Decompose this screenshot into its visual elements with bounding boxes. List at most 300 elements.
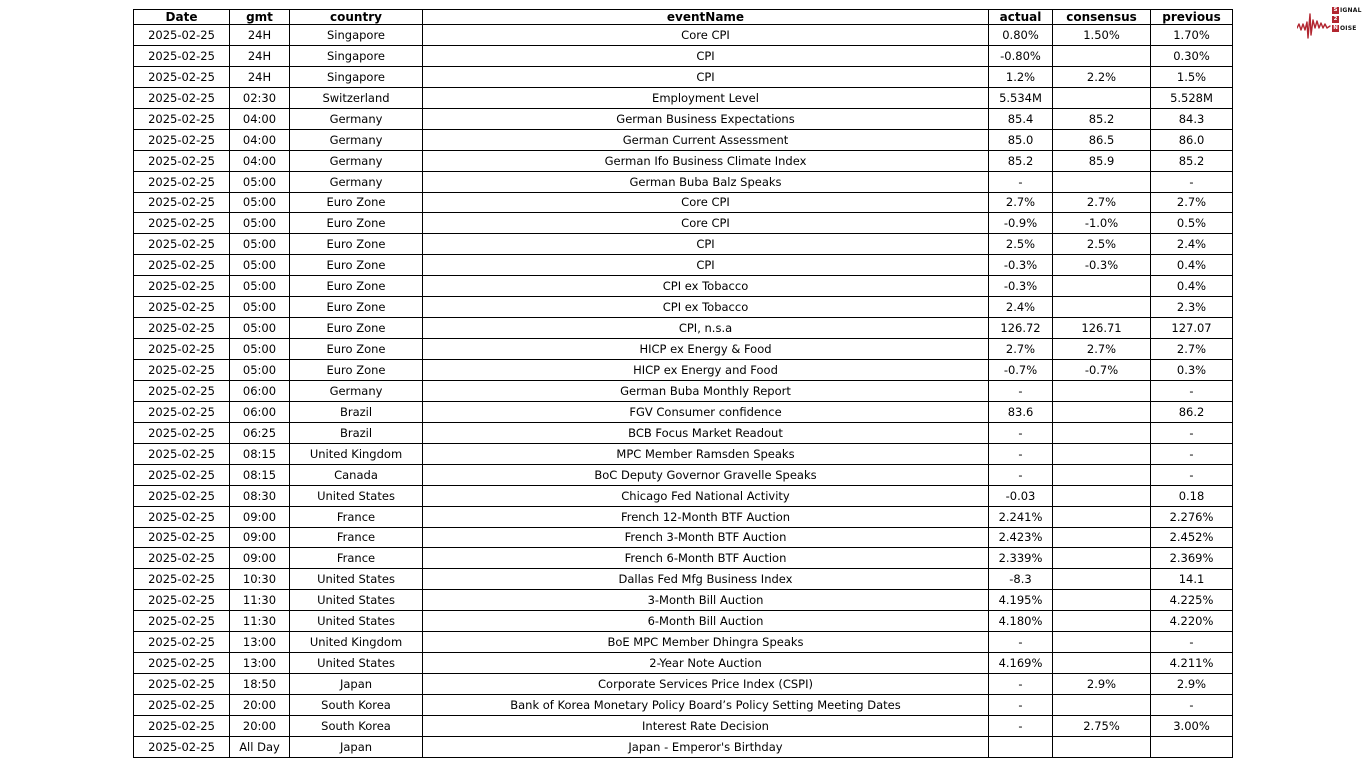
- table-row: [134, 255, 1233, 276]
- table-cell: FGV Consumer confidence: [423, 401, 989, 422]
- table-row: [134, 422, 1233, 443]
- table-row: [134, 443, 1233, 464]
- table-row: [134, 192, 1233, 213]
- table-cell: France: [290, 527, 423, 548]
- table-cell: -: [989, 171, 1053, 192]
- table-cell: 20:00: [230, 695, 290, 716]
- header-cell-eventname: eventName: [423, 10, 989, 25]
- table-cell: 3-Month Bill Auction: [423, 590, 989, 611]
- table-cell: Canada: [290, 464, 423, 485]
- table-cell: -0.80%: [989, 45, 1053, 66]
- table-cell: [1053, 527, 1151, 548]
- table-cell: United Kingdom: [290, 443, 423, 464]
- table-cell: [1053, 45, 1151, 66]
- table-cell: [1053, 506, 1151, 527]
- table-cell: 2025-02-25: [134, 171, 230, 192]
- table-cell: 85.4: [989, 108, 1053, 129]
- table-cell: 2025-02-25: [134, 506, 230, 527]
- logo-line-2: [1332, 15, 1362, 23]
- table-cell: 2.7%: [989, 339, 1053, 360]
- table-cell: 2.339%: [989, 548, 1053, 569]
- table-cell: -: [989, 695, 1053, 716]
- table-cell: 2025-02-25: [134, 569, 230, 590]
- table-cell: -0.03: [989, 485, 1053, 506]
- table-cell: 2.241%: [989, 506, 1053, 527]
- table-cell: 3.00%: [1151, 715, 1233, 736]
- table-cell: 06:25: [230, 422, 290, 443]
- table-row: [134, 674, 1233, 695]
- table-row: [134, 25, 1233, 46]
- table-cell: United States: [290, 569, 423, 590]
- table-cell: German Ifo Business Climate Index: [423, 150, 989, 171]
- table-row: [134, 548, 1233, 569]
- table-cell: [1053, 695, 1151, 716]
- table-cell: 11:30: [230, 611, 290, 632]
- table-cell: Euro Zone: [290, 318, 423, 339]
- table-cell: -0.3%: [989, 276, 1053, 297]
- table-row: [134, 653, 1233, 674]
- table-cell: CPI: [423, 234, 989, 255]
- table-cell: -: [989, 443, 1053, 464]
- table-cell: 2.4%: [989, 297, 1053, 318]
- table-cell: 2.5%: [989, 234, 1053, 255]
- table-cell: 09:00: [230, 527, 290, 548]
- table-cell: 05:00: [230, 234, 290, 255]
- table-cell: 85.2: [1151, 150, 1233, 171]
- table-cell: 2.7%: [989, 192, 1053, 213]
- table-row: [134, 297, 1233, 318]
- table-cell: Euro Zone: [290, 339, 423, 360]
- table-row: [134, 569, 1233, 590]
- table-cell: 2.9%: [1151, 674, 1233, 695]
- header-cell-gmt: gmt: [230, 10, 290, 25]
- table-body: [134, 25, 1233, 758]
- table-row: [134, 45, 1233, 66]
- table-cell: 1.50%: [1053, 25, 1151, 46]
- table-cell: 2.7%: [1151, 339, 1233, 360]
- table-row: [134, 401, 1233, 422]
- table-cell: 1.5%: [1151, 66, 1233, 87]
- table-cell: 2025-02-25: [134, 611, 230, 632]
- table-cell: United States: [290, 590, 423, 611]
- table-cell: 2.2%: [1053, 66, 1151, 87]
- table-cell: 2025-02-25: [134, 318, 230, 339]
- table-cell: [1053, 443, 1151, 464]
- table-cell: 2.452%: [1151, 527, 1233, 548]
- table-cell: 2025-02-25: [134, 339, 230, 360]
- table-cell: CPI, n.s.a: [423, 318, 989, 339]
- table-cell: Japan: [290, 674, 423, 695]
- table-cell: 05:00: [230, 297, 290, 318]
- table-cell: 86.0: [1151, 129, 1233, 150]
- table-cell: 2025-02-25: [134, 276, 230, 297]
- header-row: [134, 10, 1233, 25]
- table-cell: Employment Level: [423, 87, 989, 108]
- table-cell: 2025-02-25: [134, 360, 230, 381]
- table-cell: [1053, 401, 1151, 422]
- table-cell: Germany: [290, 108, 423, 129]
- table-cell: 24H: [230, 66, 290, 87]
- table-row: [134, 276, 1233, 297]
- table-cell: 2025-02-25: [134, 255, 230, 276]
- header-cell-country: country: [290, 10, 423, 25]
- table-cell: 2025-02-25: [134, 213, 230, 234]
- table-cell: 0.5%: [1151, 213, 1233, 234]
- table-cell: 2025-02-25: [134, 485, 230, 506]
- table-cell: Japan - Emperor's Birthday: [423, 736, 989, 757]
- table-row: [134, 506, 1233, 527]
- table-cell: 127.07: [1151, 318, 1233, 339]
- header-cell-consensus: consensus: [1053, 10, 1151, 25]
- table-cell: 2025-02-25: [134, 443, 230, 464]
- header-cell-date: Date: [134, 10, 230, 25]
- table-cell: 2-Year Note Auction: [423, 653, 989, 674]
- table-cell: -: [989, 422, 1053, 443]
- table-row: [134, 611, 1233, 632]
- table-cell: South Korea: [290, 695, 423, 716]
- table-cell: Euro Zone: [290, 276, 423, 297]
- table-cell: 2025-02-25: [134, 45, 230, 66]
- table-cell: BoC Deputy Governor Gravelle Speaks: [423, 464, 989, 485]
- table-cell: Interest Rate Decision: [423, 715, 989, 736]
- table-cell: [1053, 569, 1151, 590]
- table-cell: 08:15: [230, 443, 290, 464]
- table-cell: 24H: [230, 25, 290, 46]
- table-cell: 2025-02-25: [134, 632, 230, 653]
- table-cell: CPI ex Tobacco: [423, 276, 989, 297]
- table-cell: 05:00: [230, 339, 290, 360]
- table-cell: -: [1151, 443, 1233, 464]
- table-cell: 2025-02-25: [134, 380, 230, 401]
- table-cell: 09:00: [230, 506, 290, 527]
- table-cell: Japan: [290, 736, 423, 757]
- table-cell: [1053, 464, 1151, 485]
- table-cell: HICP ex Energy and Food: [423, 360, 989, 381]
- table-cell: 0.30%: [1151, 45, 1233, 66]
- table-cell: 1.70%: [1151, 25, 1233, 46]
- table-row: [134, 318, 1233, 339]
- table-cell: 2.9%: [1053, 674, 1151, 695]
- table-row: [134, 339, 1233, 360]
- table-cell: 0.4%: [1151, 276, 1233, 297]
- table-cell: [1053, 422, 1151, 443]
- table-cell: [1053, 736, 1151, 757]
- table-cell: -: [989, 715, 1053, 736]
- table-cell: 0.18: [1151, 485, 1233, 506]
- logo-s-box: S: [1333, 7, 1338, 13]
- table-cell: 2025-02-25: [134, 129, 230, 150]
- table-cell: 11:30: [230, 590, 290, 611]
- table-cell: 83.6: [989, 401, 1053, 422]
- table-row: [134, 234, 1233, 255]
- table-row: [134, 590, 1233, 611]
- table-cell: [1053, 590, 1151, 611]
- table-cell: -: [989, 674, 1053, 695]
- table-cell: HICP ex Energy & Food: [423, 339, 989, 360]
- table-cell: 2025-02-25: [134, 715, 230, 736]
- table-cell: MPC Member Ramsden Speaks: [423, 443, 989, 464]
- table-cell: Brazil: [290, 401, 423, 422]
- table-row: [134, 150, 1233, 171]
- table-cell: 2.7%: [1053, 192, 1151, 213]
- waveform-icon: [1297, 12, 1335, 40]
- table-cell: 05:00: [230, 213, 290, 234]
- table-cell: -: [1151, 171, 1233, 192]
- table-cell: BoE MPC Member Dhingra Speaks: [423, 632, 989, 653]
- table-cell: 126.72: [989, 318, 1053, 339]
- table-cell: Bank of Korea Monetary Policy Board’s Policy Setting Meeting Dates: [423, 695, 989, 716]
- table-cell: [1053, 297, 1151, 318]
- table-cell: United States: [290, 485, 423, 506]
- table-cell: 06:00: [230, 380, 290, 401]
- table-cell: Dallas Fed Mfg Business Index: [423, 569, 989, 590]
- table-row: [134, 380, 1233, 401]
- table-cell: 08:15: [230, 464, 290, 485]
- table-cell: 2025-02-25: [134, 674, 230, 695]
- table-cell: [1053, 87, 1151, 108]
- table-cell: Euro Zone: [290, 234, 423, 255]
- table-cell: 86.5: [1053, 129, 1151, 150]
- table-cell: 2.75%: [1053, 715, 1151, 736]
- table-cell: 09:00: [230, 548, 290, 569]
- table-cell: 2025-02-25: [134, 234, 230, 255]
- table-cell: 85.9: [1053, 150, 1151, 171]
- table-cell: 1.2%: [989, 66, 1053, 87]
- table-cell: -1.0%: [1053, 213, 1151, 234]
- table-cell: -0.7%: [1053, 360, 1151, 381]
- table-cell: -: [989, 380, 1053, 401]
- table-cell: French 12-Month BTF Auction: [423, 506, 989, 527]
- table-cell: -: [1151, 380, 1233, 401]
- header-cell-actual: actual: [989, 10, 1053, 25]
- logo-noise-rest: OISE: [1340, 24, 1357, 32]
- logo-line-noise: [1332, 24, 1362, 32]
- table-cell: [989, 736, 1053, 757]
- table-row: [134, 485, 1233, 506]
- table-cell: 05:00: [230, 192, 290, 213]
- table-cell: 05:00: [230, 171, 290, 192]
- table-cell: 4.220%: [1151, 611, 1233, 632]
- table-cell: 86.2: [1151, 401, 1233, 422]
- table-cell: 2025-02-25: [134, 192, 230, 213]
- logo-signal-rest: IGNAL: [1340, 6, 1362, 14]
- table-cell: 18:50: [230, 674, 290, 695]
- table-cell: CPI: [423, 45, 989, 66]
- table-cell: [1053, 653, 1151, 674]
- table-cell: 05:00: [230, 255, 290, 276]
- table-cell: Core CPI: [423, 25, 989, 46]
- table-cell: 5.528M: [1151, 87, 1233, 108]
- table-cell: German Current Assessment: [423, 129, 989, 150]
- table-cell: 2025-02-25: [134, 25, 230, 46]
- table-cell: 5.534M: [989, 87, 1053, 108]
- table-cell: French 6-Month BTF Auction: [423, 548, 989, 569]
- table-row: [134, 715, 1233, 736]
- table-cell: United Kingdom: [290, 632, 423, 653]
- table-cell: -: [1151, 464, 1233, 485]
- table-cell: 14.1: [1151, 569, 1233, 590]
- table-cell: German Buba Balz Speaks: [423, 171, 989, 192]
- table-cell: 06:00: [230, 401, 290, 422]
- table-cell: 0.4%: [1151, 255, 1233, 276]
- table-cell: 2025-02-25: [134, 736, 230, 757]
- table-cell: Germany: [290, 129, 423, 150]
- logo-line-signal: [1332, 6, 1362, 14]
- table-cell: 2.7%: [1151, 192, 1233, 213]
- table-cell: French 3-Month BTF Auction: [423, 527, 989, 548]
- table-cell: 2.7%: [1053, 339, 1151, 360]
- table-cell: 24H: [230, 45, 290, 66]
- table-cell: [1053, 632, 1151, 653]
- table-row: [134, 213, 1233, 234]
- logo-n-box: N: [1333, 25, 1338, 31]
- table-cell: 20:00: [230, 715, 290, 736]
- table-row: [134, 360, 1233, 381]
- table-cell: 2025-02-25: [134, 695, 230, 716]
- table-cell: BCB Focus Market Readout: [423, 422, 989, 443]
- table-cell: 2025-02-25: [134, 150, 230, 171]
- table-cell: -0.3%: [989, 255, 1053, 276]
- table-cell: Chicago Fed National Activity: [423, 485, 989, 506]
- table-cell: 2025-02-25: [134, 401, 230, 422]
- table-row: [134, 87, 1233, 108]
- table-cell: -8.3: [989, 569, 1053, 590]
- table-cell: Singapore: [290, 25, 423, 46]
- table-cell: Euro Zone: [290, 360, 423, 381]
- table-cell: -: [1151, 695, 1233, 716]
- table-cell: Brazil: [290, 422, 423, 443]
- table-row: [134, 129, 1233, 150]
- table-cell: 04:00: [230, 129, 290, 150]
- table-cell: Core CPI: [423, 213, 989, 234]
- table-cell: CPI ex Tobacco: [423, 297, 989, 318]
- table-cell: German Business Expectations: [423, 108, 989, 129]
- table-cell: Euro Zone: [290, 255, 423, 276]
- table-cell: Euro Zone: [290, 297, 423, 318]
- table-cell: 0.3%: [1151, 360, 1233, 381]
- table-cell: 2025-02-25: [134, 66, 230, 87]
- table-cell: -: [989, 464, 1053, 485]
- table-cell: CPI: [423, 66, 989, 87]
- table-cell: 2025-02-25: [134, 590, 230, 611]
- table-cell: Corporate Services Price Index (CSPI): [423, 674, 989, 695]
- table-row: [134, 527, 1233, 548]
- table-cell: 2.4%: [1151, 234, 1233, 255]
- table-cell: [1053, 380, 1151, 401]
- table-cell: -0.7%: [989, 360, 1053, 381]
- table-cell: -: [1151, 422, 1233, 443]
- table-cell: Germany: [290, 150, 423, 171]
- table-row: [134, 736, 1233, 757]
- table-cell: 13:00: [230, 632, 290, 653]
- table-row: [134, 171, 1233, 192]
- table-cell: United States: [290, 611, 423, 632]
- table-header: [134, 10, 1233, 25]
- economic-calendar-table: [133, 9, 1233, 758]
- table-cell: 05:00: [230, 360, 290, 381]
- table-cell: 2025-02-25: [134, 464, 230, 485]
- table-cell: 02:30: [230, 87, 290, 108]
- table-cell: 2.423%: [989, 527, 1053, 548]
- table-cell: 2025-02-25: [134, 422, 230, 443]
- table-row: [134, 66, 1233, 87]
- table-cell: 2025-02-25: [134, 527, 230, 548]
- table-cell: -0.3%: [1053, 255, 1151, 276]
- table-cell: 10:30: [230, 569, 290, 590]
- table-cell: [1053, 485, 1151, 506]
- table-cell: Singapore: [290, 45, 423, 66]
- table-cell: 2025-02-25: [134, 548, 230, 569]
- table-cell: 4.169%: [989, 653, 1053, 674]
- table-cell: 0.80%: [989, 25, 1053, 46]
- table-cell: -: [989, 632, 1053, 653]
- table-cell: -0.9%: [989, 213, 1053, 234]
- table-cell: Euro Zone: [290, 213, 423, 234]
- table-cell: 05:00: [230, 276, 290, 297]
- table-row: [134, 632, 1233, 653]
- table-cell: 4.195%: [989, 590, 1053, 611]
- table-cell: [1053, 611, 1151, 632]
- table-cell: [1053, 548, 1151, 569]
- table-cell: Germany: [290, 380, 423, 401]
- table-cell: 04:00: [230, 108, 290, 129]
- table-cell: 05:00: [230, 318, 290, 339]
- table-cell: Core CPI: [423, 192, 989, 213]
- table-cell: 2.369%: [1151, 548, 1233, 569]
- table-cell: [1053, 171, 1151, 192]
- table-cell: 84.3: [1151, 108, 1233, 129]
- table-cell: Germany: [290, 171, 423, 192]
- logo-2-box: 2: [1333, 16, 1338, 22]
- table-cell: 4.225%: [1151, 590, 1233, 611]
- signal2noise-logo: [1297, 2, 1361, 44]
- table-cell: Euro Zone: [290, 192, 423, 213]
- waveform-line: [1297, 14, 1330, 38]
- table-cell: South Korea: [290, 715, 423, 736]
- table-cell: CPI: [423, 255, 989, 276]
- table-cell: All Day: [230, 736, 290, 757]
- table-cell: France: [290, 548, 423, 569]
- table-cell: 6-Month Bill Auction: [423, 611, 989, 632]
- table-cell: Switzerland: [290, 87, 423, 108]
- table-row: [134, 464, 1233, 485]
- table-cell: 2.3%: [1151, 297, 1233, 318]
- table-cell: 4.211%: [1151, 653, 1233, 674]
- table-cell: 2025-02-25: [134, 653, 230, 674]
- table-cell: 13:00: [230, 653, 290, 674]
- table-row: [134, 695, 1233, 716]
- header-cell-previous: previous: [1151, 10, 1233, 25]
- table-cell: 2025-02-25: [134, 297, 230, 318]
- table-cell: 126.71: [1053, 318, 1151, 339]
- logo-text: [1332, 6, 1362, 33]
- table-cell: France: [290, 506, 423, 527]
- table-cell: 85.2: [989, 150, 1053, 171]
- table-cell: 04:00: [230, 150, 290, 171]
- table-cell: 2.276%: [1151, 506, 1233, 527]
- table-cell: [1151, 736, 1233, 757]
- table-cell: United States: [290, 653, 423, 674]
- table-cell: -: [1151, 632, 1233, 653]
- table-cell: 4.180%: [989, 611, 1053, 632]
- table-cell: 85.0: [989, 129, 1053, 150]
- table-row: [134, 108, 1233, 129]
- table-cell: 2.5%: [1053, 234, 1151, 255]
- table-cell: 08:30: [230, 485, 290, 506]
- table-cell: [1053, 276, 1151, 297]
- table-cell: Singapore: [290, 66, 423, 87]
- table-cell: German Buba Monthly Report: [423, 380, 989, 401]
